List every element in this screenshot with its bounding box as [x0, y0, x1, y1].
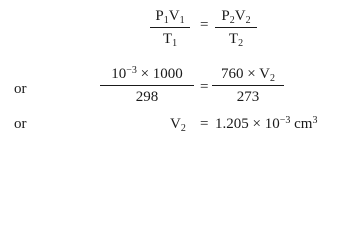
eq3-prefix-or: or — [14, 116, 27, 132]
eq1-equals-sign: = — [200, 17, 209, 33]
eq3-equals-sign: = — [200, 116, 209, 132]
eq2-lhs-fraction-bar — [100, 85, 194, 86]
eq1-lhs-fraction-bar — [150, 27, 190, 28]
eq1-lhs-fraction — [150, 9, 190, 47]
eq1-rhs-fraction-bar — [215, 27, 257, 28]
eq2-equals-sign: = — [200, 79, 209, 95]
eq1-lhs-denominator: $T_1$ — [162, 31, 178, 49]
eq2-lhs-fraction — [100, 67, 194, 105]
eq2-prefix-or: or — [14, 81, 27, 97]
eq2-rhs-denominator: 273 — [236, 89, 260, 105]
eq2-lhs-numerator: $10^{-3} \times 1000$ — [111, 65, 183, 82]
eq3-lhs-variable: $V_2$ — [170, 116, 186, 134]
eq1-rhs-numerator: $P_2V_2$ — [221, 8, 251, 26]
eq2-rhs-fraction — [212, 67, 284, 105]
eq2-lhs-denominator: 298 — [135, 89, 159, 105]
eq2-rhs-fraction-bar — [212, 85, 284, 86]
eq1-rhs-denominator: $T_2$ — [228, 31, 244, 49]
eq2-rhs-numerator: $760 \times V_2$ — [220, 66, 276, 84]
eq1-lhs-numerator: $P_1V_1$ — [155, 8, 185, 26]
eq3-rhs-value: $1.205 \times 10^{-3}$ $cm^3$ — [215, 115, 318, 132]
eq1-rhs-fraction — [215, 9, 257, 47]
